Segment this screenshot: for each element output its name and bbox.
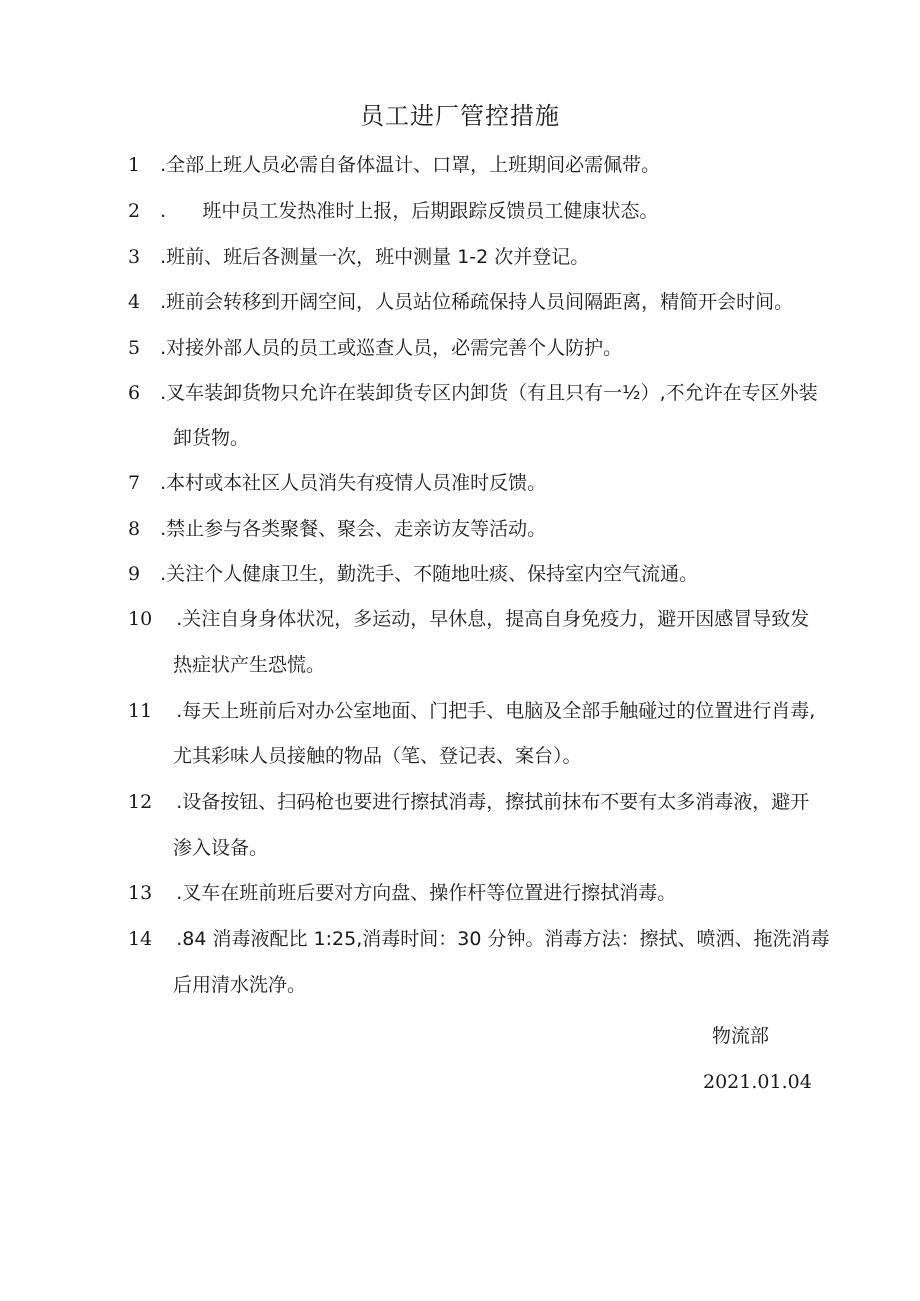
list-item bbox=[128, 287, 793, 314]
item-text: .对接外部人员的员工或巡查人员，必需完善个人防护。 bbox=[160, 337, 623, 359]
list-item bbox=[128, 150, 660, 177]
item-continuation: 热症状产生恐慌。 bbox=[173, 654, 326, 676]
list-item bbox=[128, 514, 546, 541]
item-number: 8 bbox=[128, 518, 141, 540]
list-item bbox=[128, 696, 815, 723]
list-item bbox=[128, 333, 622, 360]
item-text: .禁止参与各类聚餐、聚会、走亲访友等活动。 bbox=[160, 518, 547, 540]
item-text: .叉车在班前班后要对方向盘、操作杆等位置进行擦拭消毒。 bbox=[176, 882, 677, 904]
item-text: .关注自身身体状况，多运动，早休息，提高自身免疫力，避开因感冒导致发 bbox=[176, 608, 810, 630]
list-item bbox=[128, 878, 676, 905]
page-title: 员工进厂管控措施 bbox=[360, 102, 560, 130]
list-item bbox=[128, 378, 818, 405]
signature-department: 物流部 bbox=[712, 1025, 770, 1047]
item-text: .班前、班后各测量一次，班中测量 1-2 次并登记。 bbox=[160, 246, 590, 268]
list-item bbox=[128, 468, 546, 495]
item-text: .每天上班前后对办公室地面、门把手、电脑及全部手触碰过的位置进行肖毒, bbox=[176, 700, 816, 722]
item-text: .本村或本社区人员消失有疫情人员准时反馈。 bbox=[160, 472, 547, 494]
list-item bbox=[128, 196, 658, 223]
item-text: .84 消毒液配比 1:25,消毒时间：30 分钟。消毒方法：擦拭、喷洒、拖洗消毒 bbox=[176, 928, 830, 950]
item-number: 11 bbox=[128, 700, 153, 722]
item-number: 7 bbox=[128, 472, 141, 494]
item-text: .关注个人健康卫生，勤洗手、不随地吐痰、保持室内空气流通。 bbox=[160, 563, 699, 585]
item-number: 4 bbox=[128, 291, 141, 313]
item-number: 1 bbox=[128, 154, 141, 176]
item-number: 6 bbox=[128, 382, 141, 404]
item-number: 14 bbox=[128, 928, 153, 950]
list-item bbox=[128, 242, 589, 269]
item-number: 10 bbox=[128, 608, 153, 630]
item-text: . 班中员工发热准时上报，后期跟踪反馈员工健康状态。 bbox=[160, 200, 659, 222]
list-item bbox=[128, 604, 809, 631]
item-text: .叉车装卸货物只允许在装卸货专区内卸货（有且只有一½）,不允许在专区外装 bbox=[160, 382, 818, 404]
item-text: .设备按钮、扫码枪也要进行擦拭消毒，擦拭前抹布不要有太多消毒液，避开 bbox=[176, 791, 810, 813]
item-number: 9 bbox=[128, 563, 141, 585]
item-number: 12 bbox=[128, 791, 153, 813]
item-number: 13 bbox=[128, 882, 153, 904]
item-text: .班前会转移到开阔空间，人员站位稀疏保持人员间隔距离，精简开会时间。 bbox=[160, 291, 794, 313]
item-number: 2 bbox=[128, 200, 141, 222]
item-text: .全部上班人员必需自备体温计、口罩，上班期间必需佩带。 bbox=[160, 154, 661, 176]
signature-date: 2021.01.04 bbox=[703, 1071, 812, 1093]
item-number: 5 bbox=[128, 337, 141, 359]
item-continuation: 渗入设备。 bbox=[173, 837, 269, 859]
list-item bbox=[128, 787, 809, 814]
item-continuation: 卸货物。 bbox=[173, 427, 250, 449]
item-number: 3 bbox=[128, 246, 141, 268]
item-continuation: 后用清水洗净。 bbox=[173, 974, 307, 996]
list-item bbox=[128, 924, 829, 951]
item-continuation: 尤其彩味人员接触的物品（笔、登记表、案台）。 bbox=[173, 745, 582, 767]
list-item bbox=[128, 559, 698, 586]
